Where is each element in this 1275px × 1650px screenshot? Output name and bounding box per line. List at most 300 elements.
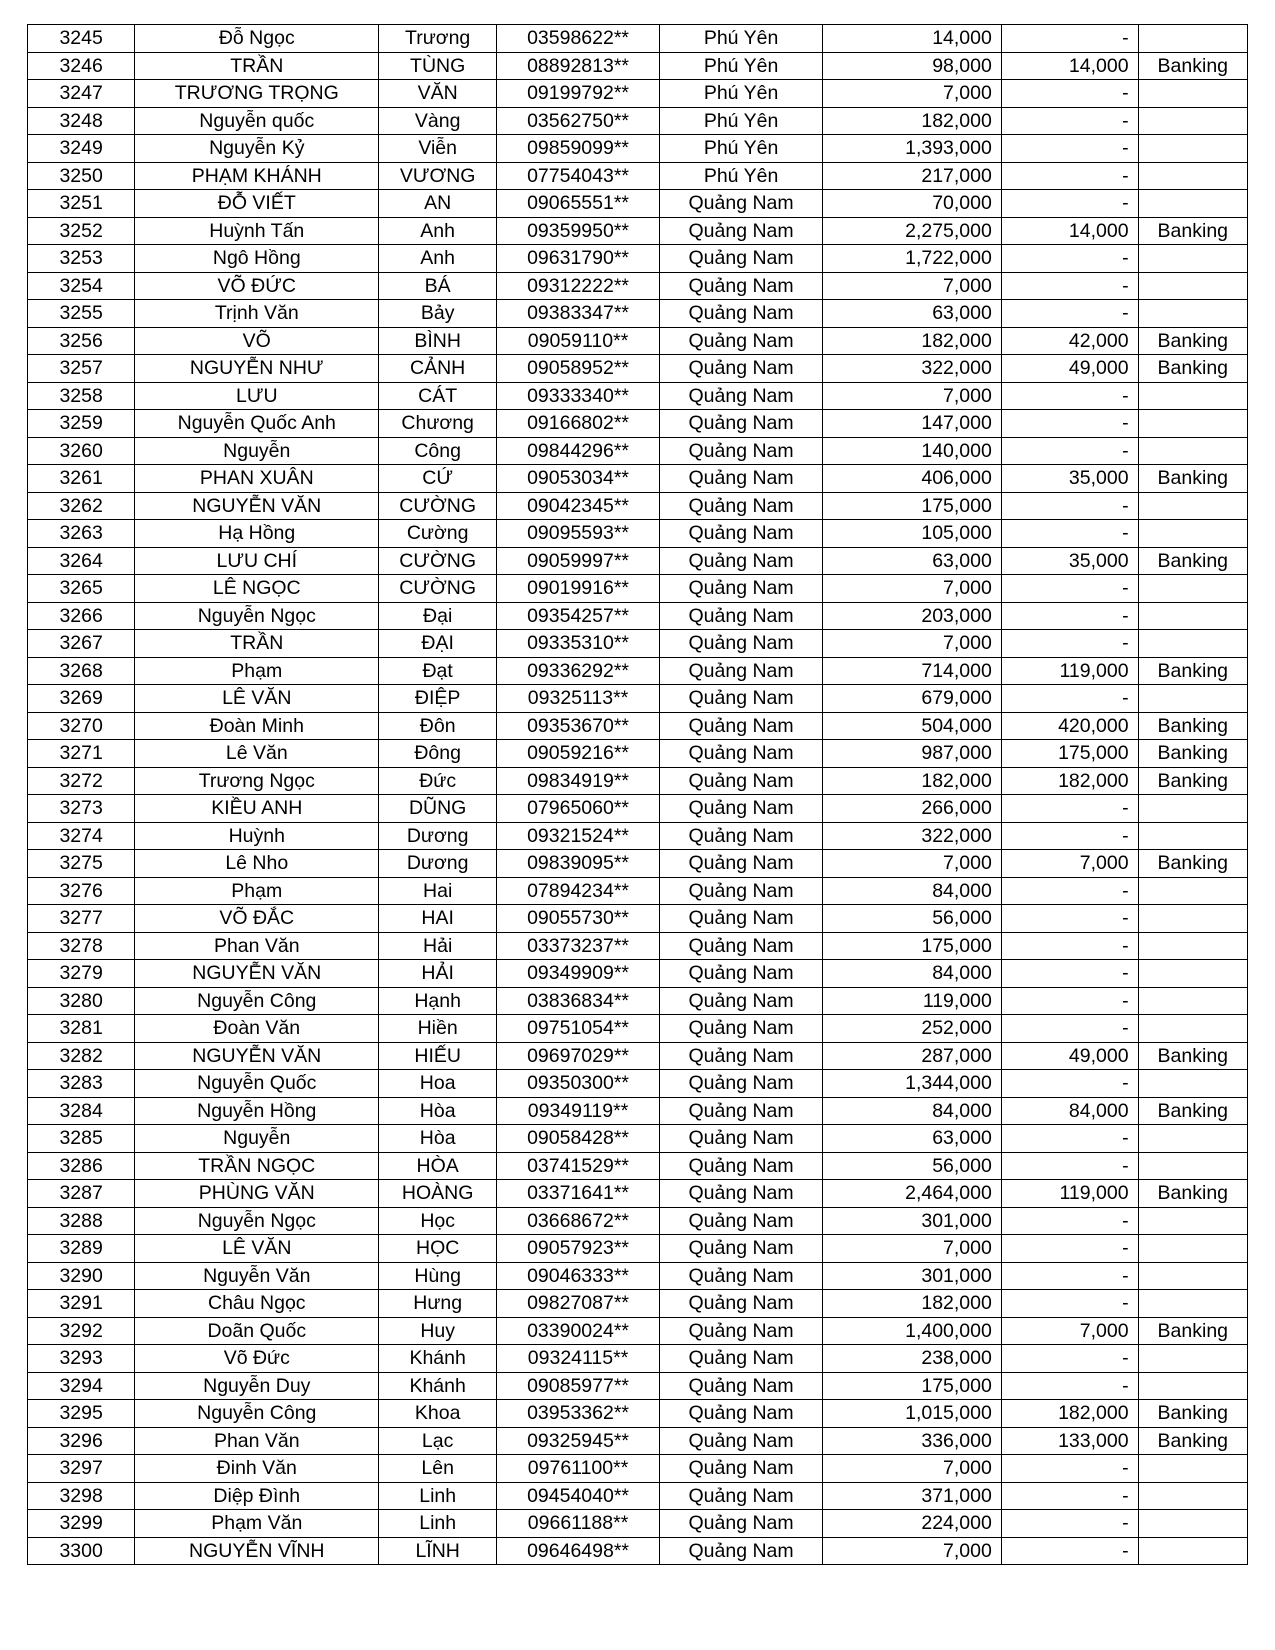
surname-middle-name-cell: Trương Ngọc [135, 767, 379, 795]
payment-method-cell: Banking [1138, 1317, 1247, 1345]
surname-middle-name-cell: Phan Văn [135, 932, 379, 960]
table-row [28, 492, 1248, 520]
table-row [28, 1015, 1248, 1043]
table-row [28, 437, 1248, 465]
surname-middle-name-cell: LƯU [135, 382, 379, 410]
row-number-cell: 3252 [28, 217, 135, 245]
row-number-cell: 3296 [28, 1427, 135, 1455]
province-cell: Quảng Nam [660, 602, 823, 630]
province-cell: Quảng Nam [660, 300, 823, 328]
given-name-cell: CÁT [379, 382, 497, 410]
surname-middle-name-cell: Phạm Văn [135, 1510, 379, 1538]
province-cell: Quảng Nam [660, 822, 823, 850]
province-cell: Quảng Nam [660, 712, 823, 740]
given-name-cell: Hải [379, 932, 497, 960]
surname-middle-name-cell: ĐỖ VIẾT [135, 190, 379, 218]
refund-amount-cell: - [1001, 575, 1138, 603]
row-number-cell: 3273 [28, 795, 135, 823]
phone-number-cell: 09325113** [497, 685, 660, 713]
amount-cell: 84,000 [823, 960, 1002, 988]
row-number-cell: 3247 [28, 80, 135, 108]
amount-cell: 14,000 [823, 25, 1002, 53]
surname-middle-name-cell: NGUYỄN VĂN [135, 1042, 379, 1070]
payment-method-cell [1138, 410, 1247, 438]
row-number-cell: 3263 [28, 520, 135, 548]
phone-number-cell: 03371641** [497, 1180, 660, 1208]
refund-amount-cell: - [1001, 1290, 1138, 1318]
surname-middle-name-cell: PHAN XUÂN [135, 465, 379, 493]
phone-number-cell: 03953362** [497, 1400, 660, 1428]
surname-middle-name-cell: Đỗ Ngọc [135, 25, 379, 53]
row-number-cell: 3260 [28, 437, 135, 465]
payment-method-cell: Banking [1138, 547, 1247, 575]
given-name-cell: HÒA [379, 1152, 497, 1180]
province-cell: Quảng Nam [660, 1290, 823, 1318]
row-number-cell: 3275 [28, 850, 135, 878]
given-name-cell: Học [379, 1207, 497, 1235]
given-name-cell: Anh [379, 245, 497, 273]
phone-number-cell: 03836834** [497, 987, 660, 1015]
table-row [28, 1180, 1248, 1208]
province-cell: Quảng Nam [660, 905, 823, 933]
payment-method-cell [1138, 272, 1247, 300]
surname-middle-name-cell: NGUYỄN VĂN [135, 960, 379, 988]
payment-method-cell [1138, 1125, 1247, 1153]
refund-amount-cell: - [1001, 630, 1138, 658]
row-number-cell: 3294 [28, 1372, 135, 1400]
amount-cell: 63,000 [823, 547, 1002, 575]
refund-amount-cell: - [1001, 190, 1138, 218]
phone-number-cell: 09059216** [497, 740, 660, 768]
given-name-cell: DŨNG [379, 795, 497, 823]
province-cell: Quảng Nam [660, 327, 823, 355]
row-number-cell: 3284 [28, 1097, 135, 1125]
phone-number-cell: 09844296** [497, 437, 660, 465]
amount-cell: 504,000 [823, 712, 1002, 740]
given-name-cell: BÌNH [379, 327, 497, 355]
table-body [28, 25, 1248, 1565]
table-row [28, 987, 1248, 1015]
table-row [28, 410, 1248, 438]
province-cell: Quảng Nam [660, 1152, 823, 1180]
table-row [28, 382, 1248, 410]
phone-number-cell: 09353670** [497, 712, 660, 740]
phone-number-cell: 09199792** [497, 80, 660, 108]
given-name-cell: HIẾU [379, 1042, 497, 1070]
surname-middle-name-cell: Đinh Văn [135, 1455, 379, 1483]
surname-middle-name-cell: Lê Nho [135, 850, 379, 878]
phone-number-cell: 09065551** [497, 190, 660, 218]
refund-amount-cell: - [1001, 685, 1138, 713]
phone-number-cell: 09321524** [497, 822, 660, 850]
row-number-cell: 3276 [28, 877, 135, 905]
province-cell: Quảng Nam [660, 1372, 823, 1400]
given-name-cell: Bảy [379, 300, 497, 328]
refund-amount-cell: - [1001, 987, 1138, 1015]
row-number-cell: 3268 [28, 657, 135, 685]
phone-number-cell: 09046333** [497, 1262, 660, 1290]
surname-middle-name-cell: VÕ [135, 327, 379, 355]
amount-cell: 7,000 [823, 850, 1002, 878]
row-number-cell: 3295 [28, 1400, 135, 1428]
surname-middle-name-cell: Nguyễn Hồng [135, 1097, 379, 1125]
amount-cell: 336,000 [823, 1427, 1002, 1455]
surname-middle-name-cell: Lê Văn [135, 740, 379, 768]
table-row [28, 1097, 1248, 1125]
amount-cell: 7,000 [823, 80, 1002, 108]
given-name-cell: CƯỜNG [379, 575, 497, 603]
payment-method-cell: Banking [1138, 1400, 1247, 1428]
row-number-cell: 3253 [28, 245, 135, 273]
row-number-cell: 3278 [28, 932, 135, 960]
payment-method-cell [1138, 1372, 1247, 1400]
phone-number-cell: 09059110** [497, 327, 660, 355]
given-name-cell: HAI [379, 905, 497, 933]
phone-number-cell: 09053034** [497, 465, 660, 493]
given-name-cell: CỨ [379, 465, 497, 493]
phone-number-cell: 09058952** [497, 355, 660, 383]
row-number-cell: 3285 [28, 1125, 135, 1153]
province-cell: Quảng Nam [660, 1207, 823, 1235]
phone-number-cell: 09312222** [497, 272, 660, 300]
given-name-cell: Dương [379, 822, 497, 850]
given-name-cell: BÁ [379, 272, 497, 300]
amount-cell: 182,000 [823, 327, 1002, 355]
amount-cell: 7,000 [823, 1235, 1002, 1263]
table-row [28, 740, 1248, 768]
given-name-cell: Đại [379, 602, 497, 630]
refund-amount-cell: - [1001, 1537, 1138, 1565]
given-name-cell: Hạnh [379, 987, 497, 1015]
amount-cell: 217,000 [823, 162, 1002, 190]
given-name-cell: Chương [379, 410, 497, 438]
province-cell: Quảng Nam [660, 190, 823, 218]
refund-amount-cell: - [1001, 300, 1138, 328]
surname-middle-name-cell: Nguyễn Duy [135, 1372, 379, 1400]
amount-cell: 56,000 [823, 1152, 1002, 1180]
payment-method-cell [1138, 795, 1247, 823]
table-row [28, 300, 1248, 328]
phone-number-cell: 09095593** [497, 520, 660, 548]
payment-method-cell: Banking [1138, 1427, 1247, 1455]
phone-number-cell: 09058428** [497, 1125, 660, 1153]
refund-amount-cell: - [1001, 795, 1138, 823]
refund-amount-cell: 7,000 [1001, 1317, 1138, 1345]
row-number-cell: 3270 [28, 712, 135, 740]
phone-number-cell: 09019916** [497, 575, 660, 603]
row-number-cell: 3251 [28, 190, 135, 218]
phone-number-cell: 09350300** [497, 1070, 660, 1098]
payment-method-cell [1138, 630, 1247, 658]
refund-amount-cell: - [1001, 877, 1138, 905]
refund-amount-cell: 7,000 [1001, 850, 1138, 878]
refund-amount-cell: 84,000 [1001, 1097, 1138, 1125]
given-name-cell: Huy [379, 1317, 497, 1345]
table-row [28, 1372, 1248, 1400]
province-cell: Quảng Nam [660, 575, 823, 603]
table-row [28, 575, 1248, 603]
phone-number-cell: 09859099** [497, 135, 660, 163]
table-row [28, 162, 1248, 190]
payment-method-cell [1138, 877, 1247, 905]
phone-number-cell: 09057923** [497, 1235, 660, 1263]
province-cell: Phú Yên [660, 52, 823, 80]
payment-method-cell [1138, 1207, 1247, 1235]
surname-middle-name-cell: LÊ VĂN [135, 1235, 379, 1263]
table-row [28, 1537, 1248, 1565]
province-cell: Phú Yên [660, 162, 823, 190]
province-cell: Quảng Nam [660, 932, 823, 960]
payment-method-cell: Banking [1138, 712, 1247, 740]
surname-middle-name-cell: Diệp Đình [135, 1482, 379, 1510]
refund-amount-cell: - [1001, 1152, 1138, 1180]
province-cell: Quảng Nam [660, 465, 823, 493]
phone-number-cell: 09336292** [497, 657, 660, 685]
given-name-cell: AN [379, 190, 497, 218]
given-name-cell: Lên [379, 1455, 497, 1483]
row-number-cell: 3297 [28, 1455, 135, 1483]
refund-amount-cell: 175,000 [1001, 740, 1138, 768]
amount-cell: 147,000 [823, 410, 1002, 438]
phone-number-cell: 09631790** [497, 245, 660, 273]
phone-number-cell: 03741529** [497, 1152, 660, 1180]
table-row [28, 1262, 1248, 1290]
row-number-cell: 3256 [28, 327, 135, 355]
payment-method-cell [1138, 960, 1247, 988]
row-number-cell: 3272 [28, 767, 135, 795]
surname-middle-name-cell: Nguyễn Quốc Anh [135, 410, 379, 438]
payment-method-cell [1138, 905, 1247, 933]
refund-amount-cell: 119,000 [1001, 657, 1138, 685]
province-cell: Quảng Nam [660, 1537, 823, 1565]
row-number-cell: 3250 [28, 162, 135, 190]
given-name-cell: Khánh [379, 1345, 497, 1373]
surname-middle-name-cell: Nguyễn Quốc [135, 1070, 379, 1098]
table-row [28, 960, 1248, 988]
row-number-cell: 3249 [28, 135, 135, 163]
surname-middle-name-cell: Doãn Quốc [135, 1317, 379, 1345]
province-cell: Quảng Nam [660, 355, 823, 383]
surname-middle-name-cell: Huỳnh Tấn [135, 217, 379, 245]
refund-amount-cell: - [1001, 382, 1138, 410]
given-name-cell: Hiền [379, 1015, 497, 1043]
amount-cell: 63,000 [823, 1125, 1002, 1153]
payment-method-cell [1138, 1235, 1247, 1263]
surname-middle-name-cell: NGUYỄN VĨNH [135, 1537, 379, 1565]
payment-method-cell [1138, 602, 1247, 630]
amount-cell: 679,000 [823, 685, 1002, 713]
row-number-cell: 3281 [28, 1015, 135, 1043]
row-number-cell: 3266 [28, 602, 135, 630]
table-row [28, 1125, 1248, 1153]
payment-method-cell: Banking [1138, 217, 1247, 245]
table-row [28, 850, 1248, 878]
row-number-cell: 3288 [28, 1207, 135, 1235]
surname-middle-name-cell: Nguyễn [135, 1125, 379, 1153]
payment-method-cell [1138, 1482, 1247, 1510]
amount-cell: 105,000 [823, 520, 1002, 548]
province-cell: Quảng Nam [660, 410, 823, 438]
table-row [28, 932, 1248, 960]
given-name-cell: Đông [379, 740, 497, 768]
refund-amount-cell: - [1001, 80, 1138, 108]
amount-cell: 322,000 [823, 822, 1002, 850]
given-name-cell: CƯỜNG [379, 547, 497, 575]
refund-amount-cell: - [1001, 932, 1138, 960]
province-cell: Quảng Nam [660, 1125, 823, 1153]
given-name-cell: Hòa [379, 1097, 497, 1125]
row-number-cell: 3264 [28, 547, 135, 575]
amount-cell: 175,000 [823, 492, 1002, 520]
row-number-cell: 3265 [28, 575, 135, 603]
phone-number-cell: 07965060** [497, 795, 660, 823]
amount-cell: 1,393,000 [823, 135, 1002, 163]
table-row [28, 327, 1248, 355]
amount-cell: 84,000 [823, 1097, 1002, 1125]
surname-middle-name-cell: TRẦN [135, 52, 379, 80]
given-name-cell: Hưng [379, 1290, 497, 1318]
payment-method-cell [1138, 685, 1247, 713]
refund-amount-cell: 49,000 [1001, 1042, 1138, 1070]
surname-middle-name-cell: VÕ ĐỨC [135, 272, 379, 300]
province-cell: Quảng Nam [660, 630, 823, 658]
refund-amount-cell: 420,000 [1001, 712, 1138, 740]
row-number-cell: 3279 [28, 960, 135, 988]
given-name-cell: Vàng [379, 107, 497, 135]
table-row [28, 657, 1248, 685]
amount-cell: 371,000 [823, 1482, 1002, 1510]
refund-amount-cell: - [1001, 905, 1138, 933]
phone-number-cell: 09325945** [497, 1427, 660, 1455]
row-number-cell: 3292 [28, 1317, 135, 1345]
row-number-cell: 3299 [28, 1510, 135, 1538]
province-cell: Quảng Nam [660, 1427, 823, 1455]
given-name-cell: Đôn [379, 712, 497, 740]
table-row [28, 1042, 1248, 1070]
row-number-cell: 3254 [28, 272, 135, 300]
province-cell: Quảng Nam [660, 1070, 823, 1098]
refund-amount-cell: - [1001, 520, 1138, 548]
given-name-cell: CẢNH [379, 355, 497, 383]
row-number-cell: 3245 [28, 25, 135, 53]
amount-cell: 7,000 [823, 1455, 1002, 1483]
row-number-cell: 3286 [28, 1152, 135, 1180]
given-name-cell: HOÀNG [379, 1180, 497, 1208]
given-name-cell: VƯƠNG [379, 162, 497, 190]
refund-amount-cell: 35,000 [1001, 547, 1138, 575]
row-number-cell: 3289 [28, 1235, 135, 1263]
payment-method-cell [1138, 1015, 1247, 1043]
refund-amount-cell: - [1001, 25, 1138, 53]
amount-cell: 182,000 [823, 1290, 1002, 1318]
table-row [28, 1345, 1248, 1373]
surname-middle-name-cell: PHÙNG VĂN [135, 1180, 379, 1208]
table-row [28, 712, 1248, 740]
given-name-cell: Đạt [379, 657, 497, 685]
payment-method-cell [1138, 1070, 1247, 1098]
phone-number-cell: 09751054** [497, 1015, 660, 1043]
payment-method-cell: Banking [1138, 850, 1247, 878]
refund-amount-cell: - [1001, 245, 1138, 273]
phone-number-cell: 09349909** [497, 960, 660, 988]
province-cell: Quảng Nam [660, 795, 823, 823]
given-name-cell: Linh [379, 1482, 497, 1510]
table-row [28, 25, 1248, 53]
surname-middle-name-cell: Nguyễn Công [135, 987, 379, 1015]
refund-amount-cell: 182,000 [1001, 1400, 1138, 1428]
payment-method-cell [1138, 1510, 1247, 1538]
province-cell: Quảng Nam [660, 740, 823, 768]
refund-amount-cell: - [1001, 1510, 1138, 1538]
phone-number-cell: 03373237** [497, 932, 660, 960]
surname-middle-name-cell: Trịnh Văn [135, 300, 379, 328]
amount-cell: 63,000 [823, 300, 1002, 328]
refund-amount-cell: - [1001, 437, 1138, 465]
surname-middle-name-cell: Nguyễn Ngọc [135, 1207, 379, 1235]
amount-cell: 301,000 [823, 1207, 1002, 1235]
payment-method-cell [1138, 190, 1247, 218]
surname-middle-name-cell: Hạ Hồng [135, 520, 379, 548]
phone-number-cell: 03562750** [497, 107, 660, 135]
refund-amount-cell: - [1001, 107, 1138, 135]
given-name-cell: Dương [379, 850, 497, 878]
refund-amount-cell: - [1001, 602, 1138, 630]
surname-middle-name-cell: Nguyễn Ngọc [135, 602, 379, 630]
table-row [28, 80, 1248, 108]
table-row [28, 1427, 1248, 1455]
amount-cell: 70,000 [823, 190, 1002, 218]
phone-number-cell: 09661188** [497, 1510, 660, 1538]
table-row [28, 1400, 1248, 1428]
table-row [28, 135, 1248, 163]
amount-cell: 266,000 [823, 795, 1002, 823]
given-name-cell: Lạc [379, 1427, 497, 1455]
payment-method-cell [1138, 822, 1247, 850]
payment-method-cell [1138, 1290, 1247, 1318]
payment-method-cell [1138, 1152, 1247, 1180]
province-cell: Quảng Nam [660, 1345, 823, 1373]
given-name-cell: Anh [379, 217, 497, 245]
given-name-cell: Đức [379, 767, 497, 795]
phone-number-cell: 09354257** [497, 602, 660, 630]
province-cell: Quảng Nam [660, 685, 823, 713]
amount-cell: 714,000 [823, 657, 1002, 685]
province-cell: Quảng Nam [660, 1510, 823, 1538]
surname-middle-name-cell: Phan Văn [135, 1427, 379, 1455]
province-cell: Quảng Nam [660, 492, 823, 520]
table-row [28, 190, 1248, 218]
given-name-cell: Hùng [379, 1262, 497, 1290]
phone-number-cell: 09349119** [497, 1097, 660, 1125]
row-number-cell: 3271 [28, 740, 135, 768]
refund-amount-cell: - [1001, 272, 1138, 300]
table-row [28, 877, 1248, 905]
surname-middle-name-cell: KIỀU ANH [135, 795, 379, 823]
row-number-cell: 3259 [28, 410, 135, 438]
surname-middle-name-cell: Nguyễn Công [135, 1400, 379, 1428]
given-name-cell: Viễn [379, 135, 497, 163]
payment-method-cell: Banking [1138, 465, 1247, 493]
phone-number-cell: 07894234** [497, 877, 660, 905]
given-name-cell: Trương [379, 25, 497, 53]
province-cell: Quảng Nam [660, 1455, 823, 1483]
amount-cell: 56,000 [823, 905, 1002, 933]
refund-amount-cell: 42,000 [1001, 327, 1138, 355]
table-row [28, 1235, 1248, 1263]
given-name-cell: HỌC [379, 1235, 497, 1263]
surname-middle-name-cell: Ngô Hồng [135, 245, 379, 273]
surname-middle-name-cell: Nguyễn [135, 437, 379, 465]
